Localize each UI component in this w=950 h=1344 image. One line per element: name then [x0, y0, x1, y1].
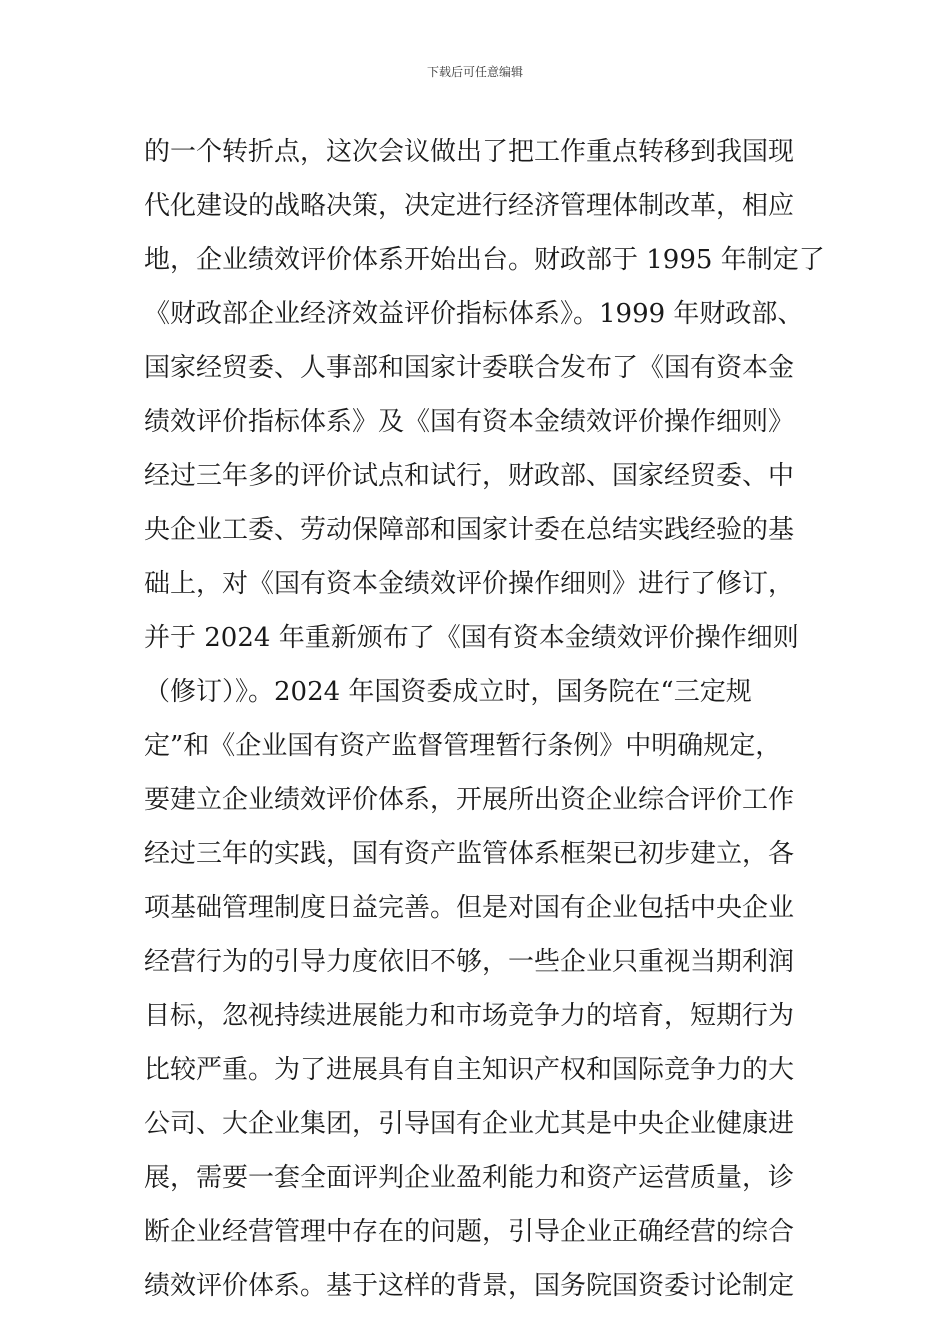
text-line: 公司、大企业集团，引导国有企业尤其是中央企业健康进 — [144, 1109, 795, 1139]
text-line: 《财政部企业经济效益评价指标体系》。1999 年财政部、 — [144, 299, 804, 329]
text-line: 础上，对《国有资本金绩效评价操作细则》进行了修订， — [144, 569, 795, 599]
text-line: 比较严重。为了进展具有自主知识产权和国际竞争力的大 — [144, 1055, 795, 1085]
page-header: 下载后可任意编辑 — [426, 65, 523, 79]
text-line: 要建立企业绩效评价体系，开展所出资企业综合评价工作 — [144, 785, 795, 815]
text-line: 地，企业绩效评价体系开始出台。财政部于 1995 年制定了 — [144, 245, 825, 275]
text-line: 国家经贸委、人事部和国家计委联合发布了《国有资本金 — [144, 353, 795, 383]
text-line: 经营行为的引导力度依旧不够，一些企业只重视当期利润 — [144, 947, 795, 977]
document-body — [144, 125, 825, 1313]
text-line: 经过三年的实践，国有资产监管体系框架已初步建立，各 — [144, 839, 795, 869]
text-line: 代化建设的战略决策，决定进行经济管理体制改革，相应 — [144, 191, 795, 221]
text-line: 央企业工委、劳动保障部和国家计委在总结实践经验的基 — [144, 515, 795, 545]
text-line: 项基础管理制度日益完善。但是对国有企业包括中央企业 — [144, 893, 795, 923]
text-line: 并于 2024 年重新颁布了《国有资本金绩效评价操作细则 — [144, 623, 799, 653]
text-line: 经过三年多的评价试点和试行，财政部、国家经贸委、中 — [144, 461, 795, 491]
text-line: 定”和《企业国有资产监督管理暂行条例》中明确规定， — [144, 731, 782, 761]
text-line: （修订）》。2024 年国资委成立时，国务院在“三定规 — [144, 677, 752, 707]
text-line: 绩效评价指标体系》及《国有资本金绩效评价操作细则》 — [144, 407, 795, 437]
text-line: 绩效评价体系。基于这样的背景，国务院国资委讨论制定 — [144, 1271, 795, 1301]
text-line: 断企业经营管理中存在的问题，引导企业正确经营的综合 — [144, 1217, 795, 1247]
text-line: 目标，忽视持续进展能力和市场竞争力的培育，短期行为 — [144, 1001, 795, 1031]
text-line: 的一个转折点，这次会议做出了把工作重点转移到我国现 — [144, 137, 795, 167]
text-line: 展，需要一套全面评判企业盈利能力和资产运营质量，诊 — [144, 1163, 795, 1193]
